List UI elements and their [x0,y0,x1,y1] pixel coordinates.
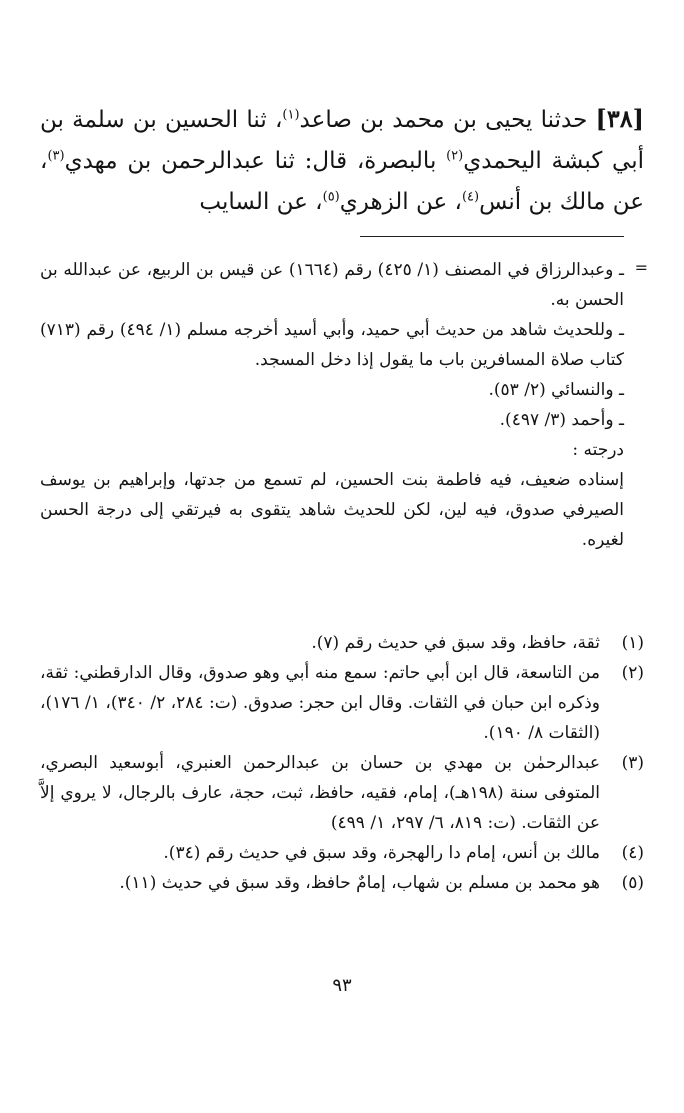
isnad-part-5: ، عن الزهري [339,189,462,215]
hadith-number: [٣٨] [595,104,644,133]
footnote-number: (٤) [621,843,644,863]
isnad-part-6: ، عن السايب [199,189,323,215]
main-hadith-text [40,98,644,223]
note-paragraph: ـ والنسائي (٢/ ٥٣). [488,380,624,400]
isnad-part-1: حدثنا يحيى بن محمد بن صاعد [299,107,596,133]
page-number: ٩٣ [332,975,352,996]
footnote-ref-3[interactable]: (٣) [47,148,65,164]
footnote-ref-2[interactable]: (٢) [446,148,464,164]
footnote-item [40,748,644,838]
footnote-text: من التاسعة، قال ابن أبي حاتم: سمع منه أبي وهو صدوق، وقال الدارقطني: ثقة، وذكره ابن حبان في الثقات. وقال ابن حجر: صدوق. (ت: ٢٨٤، ٢/ ٣٤٠)، ١/ ١٧٦)، (الثقات ٨/ ١٩٠). [40,663,600,743]
footnote-item [40,628,644,658]
isnad-part-4: ، عن مالك بن أنس [40,148,644,215]
footnote-ref-1[interactable]: (١) [282,107,300,123]
isnad-part-3: بالبصرة، قال: ثنا عبدالرحمن بن مهدي [64,148,447,174]
note-paragraph: ـ وأحمد (٣/ ٤٩٧). [499,410,624,430]
continued-notes [40,255,624,555]
footnote-text: مالك بن أنس، إمام دا رالهجرة، وقد سبق في حديث رقم (٣٤). [163,843,600,863]
footnote-item [40,658,644,748]
footnote-ref-5[interactable]: (٥) [322,189,340,205]
footnote-text: عبدالرحمٰن بن مهدي بن حسان بن عبدالرحمن العنبري، أبوسعيد البصري، المتوفى سنة (١٩٨هـ)، إمام، فقيه، حافظ، ثبت، حجة، عارف بالرجال، لا يروي إلاَّ عن الثقات. (ت: ٨١٩، ٦/ ٢٩٧، ١/ ٤٩٩) [40,753,600,833]
isnad-part-2: ، ثنا الحسين بن سلمة بن أبي كبشة اليحمدي [40,107,644,174]
footnote-text: هو محمد بن مسلم بن شهاب، إمامٌ حافظ، وقد سبق في حديث (١١). [119,873,600,893]
footnote-separator [360,236,624,237]
footnote-number: (٢) [621,663,644,683]
footnote-item [40,838,644,868]
note-paragraph: ـ وللحديث شاهد من حديث أبي حميد، وأبي أسيد أخرجه مسلم (١/ ٤٩٤) رقم (٧١٣) كتاب صلاة المسافرين باب ما يقول إذا دخل المسجد. [40,320,624,370]
continuation-mark: = [634,258,648,277]
footnote-ref-4[interactable]: (٤) [461,189,480,205]
grade-text: إسناده ضعيف، فيه فاطمة بنت الحسين، لم تسمع من جدتها، وإبراهيم بن يوسف الصيرفي صدوق، فيه لين، لكن للحديث شاهد يتقوى به فيرتقي إلى درجة الحسن لغيره. [40,470,624,550]
grade-heading: درجته : [572,440,624,460]
footnote-number: (٥) [621,873,644,893]
footnote-number: (٣) [621,753,644,773]
footnote-item [40,868,644,898]
footnotes-list [40,628,644,898]
footnote-number: (١) [621,633,644,653]
note-paragraph: ـ وعبدالرزاق في المصنف (١/ ٤٢٥) رقم (١٦٦٤) عن قيس بن الربيع، عن عبدالله بن الحسن به. [40,260,624,310]
footnote-text: ثقة، حافظ، وقد سبق في حديث رقم (٧). [311,633,600,653]
